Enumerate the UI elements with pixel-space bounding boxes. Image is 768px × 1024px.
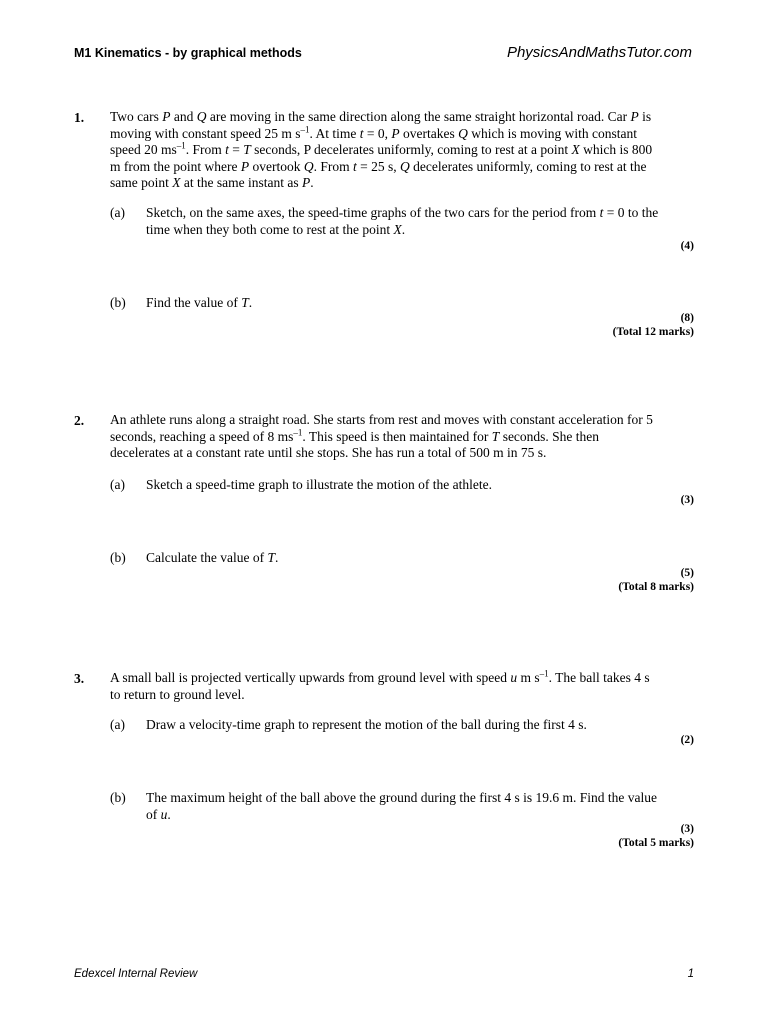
- part-text: Calculate the value of T.: [146, 550, 279, 565]
- part-text: Sketch, on the same axes, the speed-time graphs of the two cars for the period from t = 0 to the time when they both come to rest at the point X.: [146, 205, 659, 237]
- question-stem: A small ball is projected vertically upwards from ground level with speed u m $s^{-1}$. The ball takes 4 s to return to ground level.: [110, 668, 650, 702]
- part-label: (b): [110, 790, 126, 805]
- question-stem: Two cars P and Q are moving in the same direction along the same straight horizontal road. Car P is moving with constant speed 25 m $s^{-1}$. At time t = 0, P overtakes Q which is moving with constant speed 20 $ms^{-1}$. From t = T seconds, P decelerates uniformly, coming to rest at a point X which is 800 m from the point where P overtook Q. From t = 25 s, Q decelerates uniformly, coming to rest at the same point X at the same instant as P.: [110, 109, 653, 190]
- part-label: (a): [110, 717, 125, 732]
- part-marks: (8): [680, 312, 694, 324]
- question-number: 1.: [74, 110, 85, 125]
- question-number: 2.: [74, 413, 85, 428]
- question-stem: An athlete runs along a straight road. She starts from rest and moves with constant acceleration for 5 seconds, reaching a speed of 8 $ms^{-1}$. This speed is then maintained for T seconds. She then decelerates at a constant rate until she stops. She has run a total of 500 m in 75 s.: [110, 412, 653, 460]
- part-marks: (3): [680, 823, 694, 835]
- part-label: (b): [110, 550, 126, 565]
- part-label: (b): [110, 295, 126, 310]
- question-number: 3.: [74, 671, 85, 686]
- document-title: M1 Kinematics - by graphical methods: [74, 46, 302, 60]
- part-marks: (5): [680, 567, 694, 579]
- part-text: Sketch a speed-time graph to illustrate the motion of the athlete.: [146, 477, 493, 492]
- part-label: (a): [110, 205, 125, 220]
- part-marks: (3): [680, 494, 694, 506]
- part-text: The maximum height of the ball above the ground during the first 4 s is 19.6 m. Find the value of u.: [146, 790, 658, 822]
- footer-source: Edexcel Internal Review: [74, 968, 198, 980]
- part-text: Draw a velocity-time graph to represent the motion of the ball during the first 4 s.: [146, 717, 587, 732]
- part-marks: (2): [680, 734, 694, 746]
- page-number: 1: [687, 968, 694, 980]
- part-text: Find the value of T.: [146, 295, 253, 310]
- part-marks: (4): [680, 240, 694, 252]
- total-marks: (Total 5 marks): [618, 837, 694, 849]
- part-label: (a): [110, 477, 125, 492]
- site-name: PhysicsAndMathsTutor.com: [506, 44, 692, 61]
- total-marks: (Total 12 marks): [612, 326, 694, 338]
- total-marks: (Total 8 marks): [618, 581, 694, 593]
